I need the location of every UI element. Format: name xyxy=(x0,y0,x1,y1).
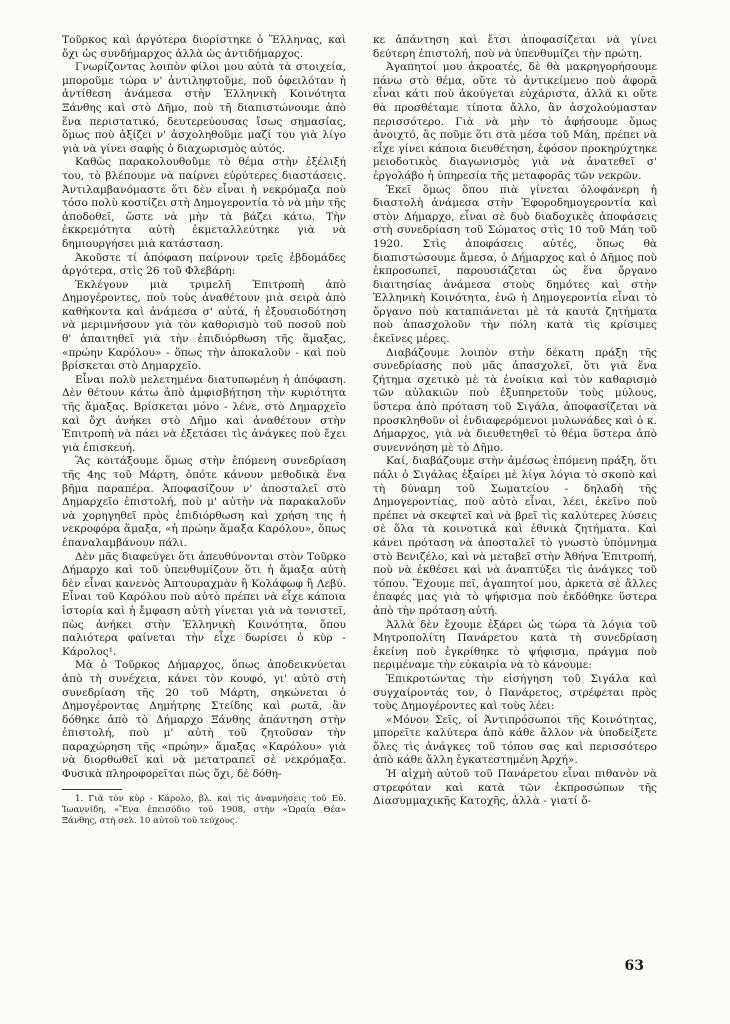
right-paragraph-2: Ἀγαπητοί μου ἀκροατές, δὲ θὰ μακρηγορήσουμε πάνω στὸ θέμα, οὔτε τὸ ἀντικείμενο ποὺ ἀφορᾶ εἶναι κάτι ποὺ ἀκούγεται εὐχάριστα, ἀλλὰ κι οὔτε θὰ προσθέταμε τίποτα ἄλλο, ἂν ἀσχολούμασταν περισσότερο. Γιὰ νὰ μὴν τὸ ἀφήσουμε ὅμως ἀνοιχτό, ἂς ποῦμε ὅτι στὰ μέσα τοῦ Μάη, πρέπει νὰ εἶχε γίνει κάποια διευθέτηση, ἐφόσον προκηρύχτηκε μειοδοτικὸς διαγωνισμὸς γιὰ νὰ ἀνατεθεῖ σ' ἐργολάβο ἡ ὑπηρεσία τῆς μεταφορᾶς τῶν νεκρῶν. xyxy=(373,61,657,182)
left-paragraph-5: Ἐκλέγουν μιὰ τριμελῆ Ἐπιτροπὴ ἀπὸ Δημογέροντες, ποὺ τοὺς ἀναθέτουν μιὰ σειρὰ ἀπὸ καθήκοντα καὶ ἀνάμεσα σ' αὐτά, ἡ ἐξουσιοδότηση νὰ μεριμνήσουν γιὰ τὸν καθορισμὸ τοῦ ποσοῦ ποὺ θ' ἀπαιτηθεῖ γιὰ τὴν ἐπιδιόρθωση τῆς ἅμαξας, «πρώην Καρόλου» - ὅπως τὴν ἀποκαλοῦν - καὶ ποὺ βρίσκεται στὸ Δημαρχεῖο. xyxy=(62,278,346,373)
footnote: 1. Γιὰ τὸν κὺρ - Κάρολο, βλ. καὶ τὶς ἀναμνήσεις τοῦ Εὐ. Ἰωαννίδη, «Ἕνα ἐπεισόδιο τοῦ 1908, στὴν «Ὡραία Θέα» Ξάνθης, στὴ σελ. 10 αὐτοῦ τοῦ τεύχους. xyxy=(62,793,346,826)
right-paragraph-6: Ἀλλὰ δὲν ἔχουμε ἐξάρει ὡς τώρα τὰ λόγια τοῦ Μητροπολίτη Πανάρετου κατὰ τὴ συνεδρίαση ἐκείνη ποὺ ἐγκρίθηκε τὸ ψήφισμα, πράγμα ποὺ περιμέναμε τὴν εὐκαιρία νὰ τὸ κάνουμε: xyxy=(373,618,657,672)
right-paragraph-7: Ἐπικροτώντας τὴν εἰσήγηση τοῦ Σιγάλα καὶ συγχαίροντάς τον, ὁ Πανάρετος, στρέφεται πρὸς τοὺς Δημογέροντες καὶ τοὺς λέει: xyxy=(373,672,657,713)
right-paragraph-9: Ἡ αἰχμὴ αὐτοῦ τοῦ Πανάρετου εἶναι πιθανὸν νὰ στρεφόταν καὶ κατὰ τῶν ἐκπροσώπων τῆς Διασυμμαχικῆς Κατοχῆς, ἀλλὰ - γιατί ὄ- xyxy=(373,768,657,808)
left-paragraph-2: Γνωρίζοντας λοιπὸν φίλοι μου αὐτὰ τὰ στοιχεία, μποροῦμε τώρα ν' ἀντιληφτοῦμε, ποῦ ὀφειλόταν ἡ ἀντίθεση ἀνάμεσα στὴν Ἑλληνικὴ Κοινότητα Ξάνθης καὶ στὸ Δῆμο, ποὺ τῆ διαπιστώνουμε ἀπὸ ἕνα περιστατικό, δευτερεύουσας ἴσως σημασίας, ὅμως ποὺ ἀξίζει ν' ἀσχοληθοῦμε μαζί του γιὰ λίγο γιὰ νὰ γίνει σαφὴς ὁ διαχωρισμὸς αὐτός. xyxy=(62,61,346,155)
right-column xyxy=(373,34,657,984)
left-paragraph-4: Ἀκοῦστε τί ἀπόφαση παίρνουν τρεῖς ἑβδομάδες ἀργότερα, στὶς 26 τοῦ Φλεβάρη: xyxy=(62,251,346,278)
left-paragraph-7: Ἂς κοιτάξουμε ὅμως στὴν ἑπόμενη συνεδρίαση τῆς 4ης τοῦ Μάρτη, ὁπότε κάνουν μεθοδικὰ ἕνα βῆμα παραπέρα. Ἀποφασίζουν ν' ἀποσταλεῖ στὸ Δημαρχεῖο ἐπιστολή, ποὺ μ' αὐτὴν νὰ παρακαλοῦν νὰ χορηγηθεῖ πρὸς ἐπιδιόρθωση καὶ χρήση της ἡ νεκροφόρα ἅμαξα, «ἡ πρώην ἅμαξα Καρόλου», ὅπως ἐπαναλαμβάνουν πάλι. xyxy=(62,455,346,549)
left-paragraph-9: Μὰ ὁ Τοῦρκος Δήμαρχος, ὅπως ἀποδεικνύεται ἀπὸ τὴ συνέχεια, κάνει τὸν κουφό, γι' αὐτὸ στὴ συνεδρίαση τῆς 20 τοῦ Μάρτη, σηκώνεται ὁ Δημογέροντας Δημήτρης Στείδης καὶ ρωτᾶ, ἂν δόθηκε ἀπὸ τὸ Δήμαρχο Ξάνθης ἀπάντηση στὴν ἐπιστολή, ποὺ μ' αὐτὴ τοῦ ζητοῦσαν τὴν παραχώρηση τῆς «πρώην» ἅμαξας «Καρόλου» γιὰ νὰ διορθωθεῖ καὶ νὰ μετατραπεῖ σὲ νεκρόμαξα. Φυσικὰ πληροφορεῖται πὼς ὄχι, δὲ δόθη- xyxy=(62,659,346,781)
right-paragraph-5: Καί, διαβάζουμε στὴν ἀμέσως ἑπόμενη πράξη, ὅτι πάλι ὁ Σιγάλας ἐξαίρει μὲ λίγα λόγια τὸ σκοπὸ καὶ τὴ δύναμη τοῦ Σωματείου - δηλαδὴ τῆς Δημογεροντίας, ποὺ αὐτὸ εἶναι, λέει, ἐκεῖνο ποὺ πρέπει νὰ σκεφτεῖ καὶ νὰ βρεῖ τὶς καλύτερες λύσεις σὲ ὅλα τὰ κοινοτικὰ καὶ ἐθνικὰ ζητήματα. Καὶ κάνει πρόταση νὰ ἀποσταλεῖ τὸ γνωστὸ ὑπόμνημα στὸ Βενιζέλο, καὶ νὰ μεταβεῖ στὴν Ἀθήνα Ἐπιτροπή, ποὺ νὰ ἐκθέσει καὶ νὰ ἀναπτύξει τὶς ἀνάγκες τοῦ τόπου. Ἔχουμε πεῖ, ἀγαπητοί μου, ἀρκετὰ σὲ ἄλλες ἐπαφές μας γιὰ τὸ ψήφισμα ποὺ ἐκδόθηκε ὕστερα ἀπὸ τὴν πρόταση αὐτή. xyxy=(373,455,657,617)
right-paragraph-4: Διαβάζουμε λοιπὸν στὴν δέκατη πράξη τῆς συνεδρίασης ποὺ μᾶς ἀπασχολεῖ, ὅτι γιὰ ἕνα ζήτημα σχετικὸ μὲ τὰ ἐνοίκια καὶ τὸν καθαρισμὸ τῶν αὐλακιῶν ποὺ ἐξυπηρετοῦν τοὺς μύλους, ὕστερα ἀπὸ πρόταση τοῦ Σιγάλα, ἀποφασίζεται νὰ προσκληθοῦν οἱ ἐνδιαφερόμενοι μυλωνάδες καὶ ὁ κ. Δήμαρχος, γιὰ νὰ διευθετηθεῖ τὸ θέμα ὕστερα ἀπὸ συνεννόηση μὲ τὸ Δῆμο. xyxy=(373,346,657,454)
right-paragraph-1: κε ἀπάντηση καὶ ἔτσι ἀποφασίζεται νὰ γίνει δεύτερη ἐπιστολή, ποὺ νὰ ὑπενθυμίζει τὴν πρώτη. xyxy=(373,34,657,60)
footnote-rule xyxy=(62,789,122,790)
right-paragraph-8: «Μόνον Σεῖς, οἱ Ἀντιπρόσωποι τῆς Κοινότητας, μπορεῖτε καλύτερα ἀπὸ κάθε ἄλλον νὰ ὑποδείξετε ὅλες τὶς ἀνάγκες τοῦ τόπου σας καὶ περισσότερο ἀπὸ κάθε ἄλλη ἐγκατεστημένη Ἀρχή». xyxy=(373,713,657,767)
left-paragraph-1: Τοῦρκος καὶ ἀργότερα διορίστηκε ὁ Ἕλληνας, καὶ ὄχι ὡς συνδήμαρχος ἀλλὰ ὡς ἀντιδήμαρχος. xyxy=(62,34,346,60)
page-number: 63 xyxy=(624,958,644,974)
left-paragraph-3: Καθὼς παρακολουθοῦμε τὸ θέμα στὴν ἐξέλιξή του, τὸ βλέπουμε νὰ παίρνει εὐρύτερες διαστάσεις. Ἀντιλαμβανόμαστε ὅτι δὲν εἶναι ἡ νεκρόμαζα ποὺ τόσο πολὺ κοστίζει στὴ Δημογεροντία τὸ νὰ μὴν τῆς ἀποδοθεῖ, ὥστε νὰ μὴν τὰ βάζει κάτω. Τὴν ἐκκρεμότητα αὐτὴ ἐκμεταλλεύτηκε γιὰ νὰ δημιουργήσει μιὰ κατάσταση. xyxy=(62,156,346,250)
left-paragraph-6: Εἶναι πολὺ μελετημένα διατυπωμένη ἡ ἀπόφαση. Δὲν θέτουν κάτω ἀπὸ ἀμφισβήτηση τὴν κυριότητα τῆς ἅμαξας. Βρίσκεται μόνο - λένε, στὸ Δημαρχεῖο καὶ ὄχι ἀνήκει στὸ Δῆμο καὶ ἀναθέτουν στὴν Ἐπιτροπὴ νὰ πάει νὰ ἐξετάσει τὶς ἀνάγκες ποὺ ἔχει γιὰ ἐπισκευή. xyxy=(62,373,346,454)
left-paragraph-8: Δὲν μᾶς διαφεύγει ὅτι ἀπευθύνονται στὸν Τοῦρκο Δήμαρχο καὶ τοῦ ὑπενθυμίζουν ὅτι ἡ ἅμαξα αὐτὴ δὲν εἶναι κανενὸς Ἀπτουραχμὰν ἢ Κολάφωφ ἢ Λεβύ. Εἶναι τοῦ Καρόλου ποὺ αὐτὸ πρέπει νὰ εἶχε κάποια ἱστορία καὶ ἡ ἔμφαση αὐτὴ γίνεται γιὰ νὰ τονιστεῖ, πὼς ἀνήκει στὴν Ἑλληνικὴ Κοινότητα, ὅπου παλιότερα φαίνεται τὴν εἶχε δωρίσει ὁ κὺρ - Κάρολος¹. xyxy=(62,550,346,658)
left-column xyxy=(62,34,346,984)
right-paragraph-3: Ἐκεῖ ὅμως ὅπου πιὰ γίνεται ὁλοφάνερη ἡ διαστολὴ ἀνάμεσα στὴν Ἐφοροδημογεροντία καὶ στὸν Δήμαρχο, εἶναι σὲ δυὸ διαδοχικὲς ἀποφάσεις στὴ συνεδρίαση τοῦ Σώματος στὶς 10 τοῦ Μάη τοῦ 1920. Στὶς ἀποφάσεις αὐτές, ὅπως θὰ διαπιστώσουμε ἄμεσα, ὁ Δήμαρχος καὶ ὁ Δῆμος ποὺ ἐκπροσωπεῖ, παρουσιάζεται ὡς ἕνα ὄργανο διαιτησίας ἀνάμεσα στοὺς δημότες καὶ στὴν Ἑλληνικὴ Κοινότητα, ἐνῶ ἡ Δημογεροντία εἶναι τὸ ὄργανο ποὺ καταπιάνεται μὲ τὰ καυτὰ ζητήματα ποὺ ἀπασχολοῦν τὴν πόλη κατὰ τὶς κρίσιμες ἐκεῖνες μέρες. xyxy=(373,183,657,346)
